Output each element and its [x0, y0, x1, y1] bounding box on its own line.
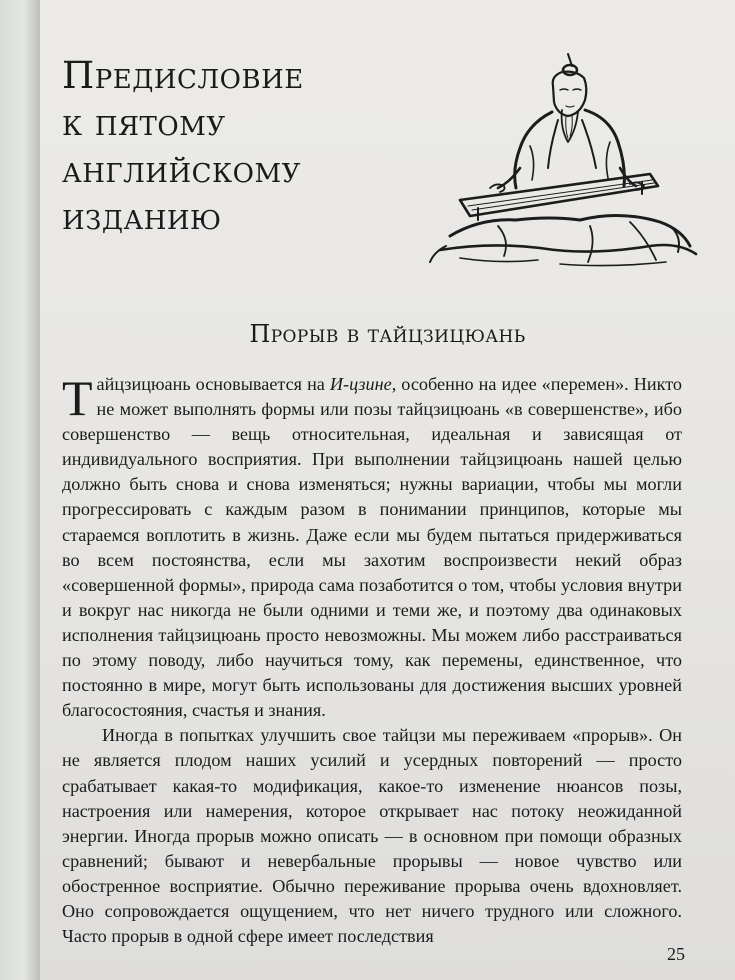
chapter-title-line-3: английскому	[62, 148, 301, 191]
seated-musician-ink-icon	[420, 50, 700, 270]
book-page	[40, 0, 735, 980]
body-text	[62, 372, 682, 949]
paragraph-1	[62, 372, 682, 723]
paragraph-1-rest: , особенно на идее «перемен». Никто не может выполнять формы или позы тайцзицюань «в совершенстве», ибо совершенство — вещь относительная, идеальная и зависящая от индивидуального восприятия. При выполнении тайцзицюань нашей целью должно быть снова и снова изменяться; нужны вариации, чтобы мы могли прогрессировать с каждым разом в понимании принципов, которые мы стараемся воплотить в жизнь. Даже если мы будем пытаться придерживаться во всем постоянства, если мы захотим воспроизвести некий образ «совершенной формы», природа сама позаботится о том, чтобы условия внутри и вокруг нас никогда не были одними и теми же, и поэтому два одинаковых исполнения тайцзицюань просто невозможны. Мы можем либо расстраиваться по этому поводу, либо научиться тому, как перемены, единственное, что постоянно в мире, могут быть использованы для достижения высших уровней благосостояния, счастья и знания.	[62, 374, 682, 721]
chapter-title-line-4: изданию	[62, 195, 222, 238]
previous-page-edge	[0, 0, 40, 980]
drop-cap: Т	[62, 370, 93, 426]
page-number: 25	[667, 944, 685, 964]
section-title: Прорыв в тайцзицюань	[249, 320, 526, 348]
paragraph-2: Иногда в попытках улучшить свое тайцзи мы переживаем «прорыв». Он не является плодом наших усилий и усердных повторений — просто срабатывает какая-то модификация, какое-то изменение нюансов позы, настроения или намерения, которое открывает нас потоку неожиданной энергии. Иногда прорыв можно описать — в основном при помощи образных сравнений; бывают и невербальные прорывы — новое чувство или обостренное восприятие. Обычно переживание прорыва очень вдохновляет. Оно сопровождается ощущением, что нет ничего трудного или сложного. Часто прорыв в одной сфере имеет последствия	[62, 725, 682, 947]
chapter-title-line-2: к пятому	[62, 101, 226, 144]
chapter-title	[62, 52, 392, 240]
chapter-title-line-1: Предисловие	[62, 54, 304, 97]
paragraph-1-italic-term: И-цзине	[329, 374, 392, 394]
paragraph-1-start: айцзицюань основывается на	[96, 374, 330, 394]
